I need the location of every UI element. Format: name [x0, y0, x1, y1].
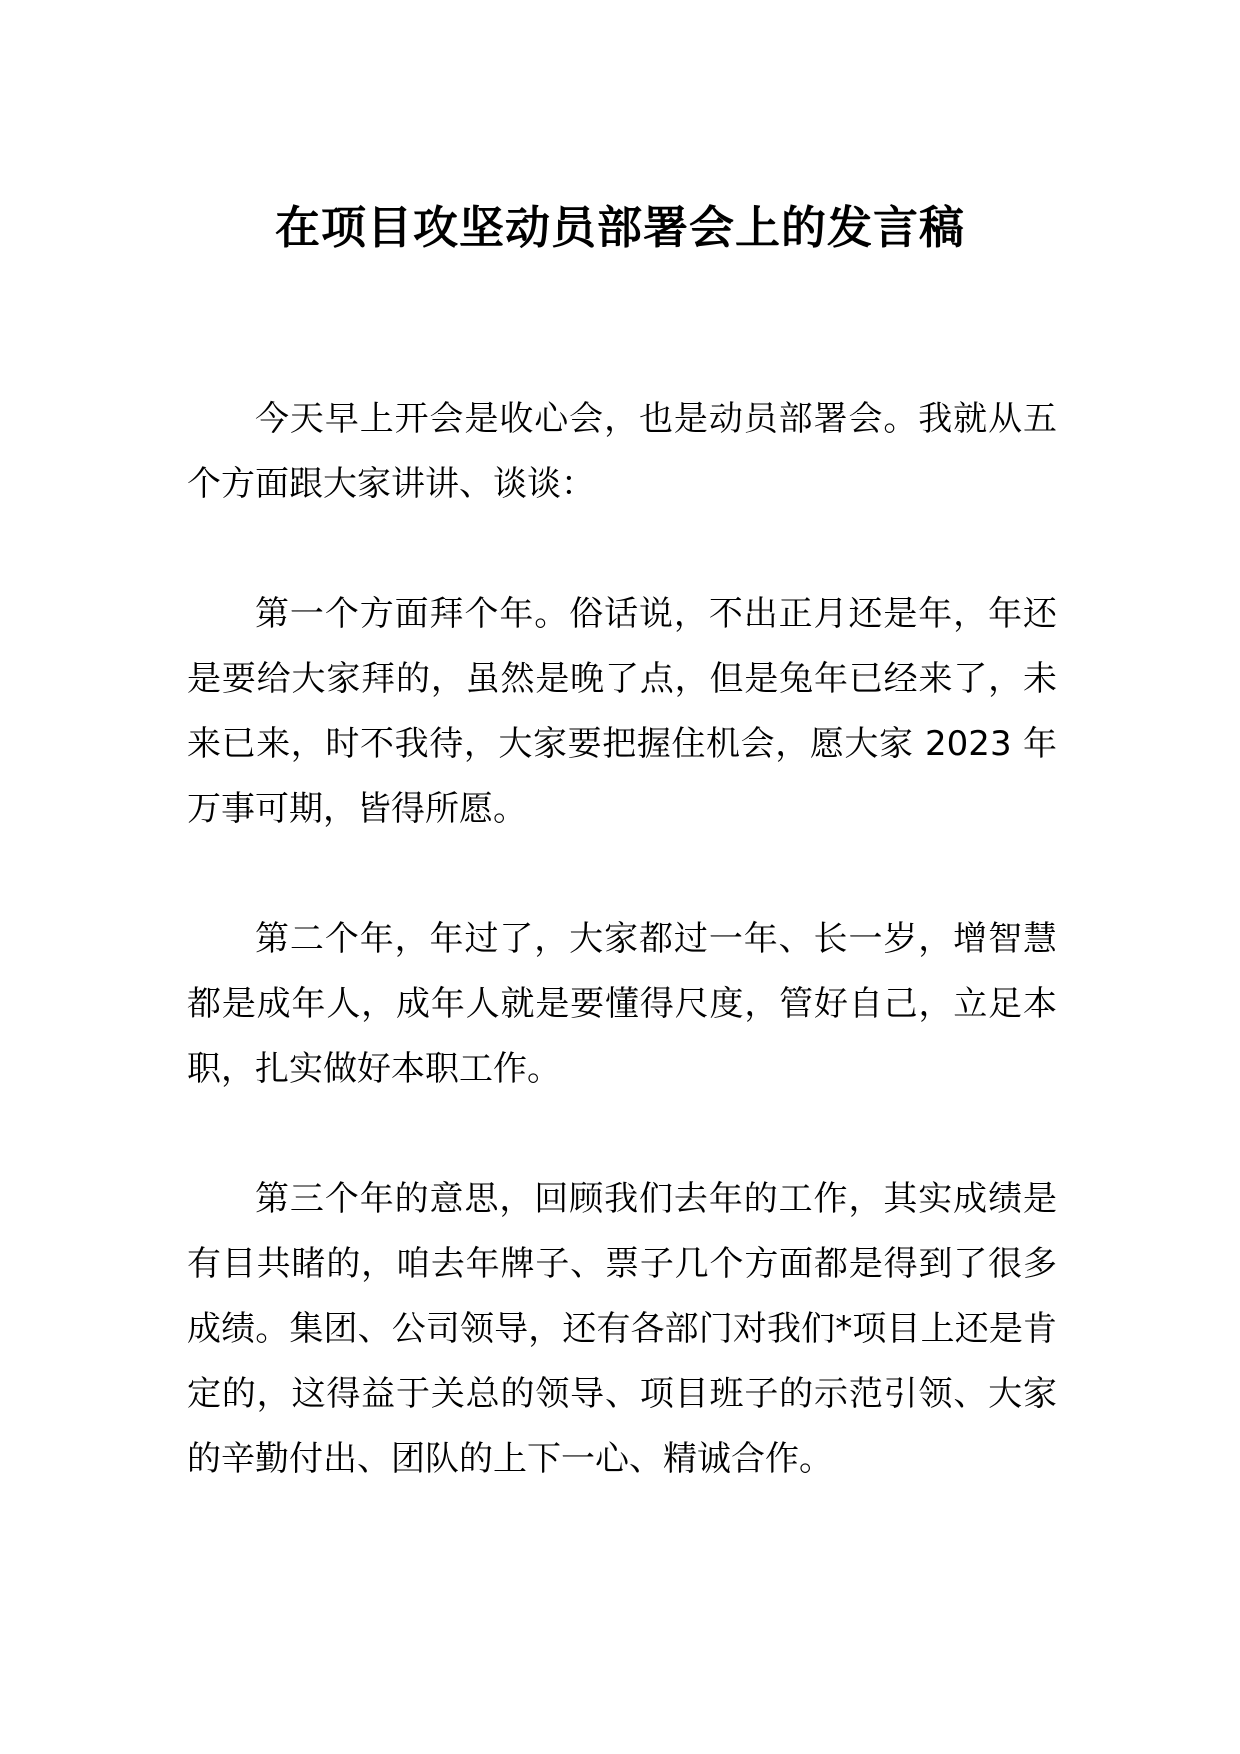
paragraph-2: 第一个方面拜个年。俗话说，不出正月还是年，年还是要给大家拜的，虽然是晚了点，但是兔年已经来了，未来已来，时不我待，大家要把握住机会，愿大家 2023 年万事可期，皆得所愿。: [187, 594, 1057, 829]
paragraph-1: 今天早上开会是收心会，也是动员部署会。我就从五个方面跟大家讲讲、谈谈：: [187, 399, 1057, 504]
document-title: 在项目攻坚动员部署会上的发言稿: [274, 201, 965, 254]
document-body: [187, 387, 1057, 1557]
paragraph-4: 第三个年的意思，回顾我们去年的工作，其实成绩是有目共睹的，咱去年牌子、票子几个方面都是得到了很多成绩。集团、公司领导，还有各部门对我们*项目上还是肯定的，这得益于关总的领导、项目班子的示范引领、大家的辛勤付出、团队的上下一心、精诚合作。: [187, 1179, 1057, 1479]
paragraph-3: 第二个年，年过了，大家都过一年、长一岁，增智慧都是成年人，成年人就是要懂得尺度，管好自己，立足本职，扎实做好本职工作。: [187, 919, 1057, 1089]
